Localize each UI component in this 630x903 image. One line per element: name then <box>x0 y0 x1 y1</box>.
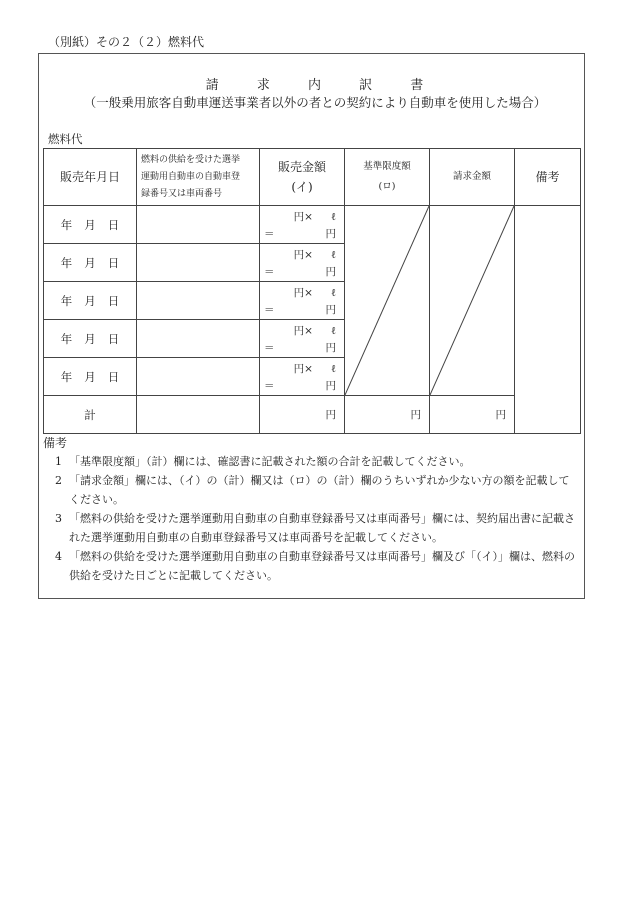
note-item <box>55 547 580 585</box>
vehicle-number-cell[interactable] <box>137 358 260 396</box>
note-number: 3 <box>55 512 62 525</box>
notes-title: 備考 <box>43 436 68 450</box>
note-item <box>55 471 580 509</box>
amount-formula <box>294 285 336 300</box>
title-char: 訳 <box>359 78 374 93</box>
sales-date-cell[interactable] <box>44 282 137 320</box>
month-label: 月 <box>84 331 96 346</box>
note-text: 「請求金額」欄には、（イ）の（計）欄又は（ロ）の（計）欄のうちいずれか少ない方の額を記載してください。 <box>69 474 570 506</box>
equals-label: ＝ <box>264 228 275 240</box>
yen-times-label: 円× <box>293 249 313 261</box>
sales-date-cell[interactable] <box>44 358 137 396</box>
note-number: 4 <box>55 550 62 563</box>
header-claim-amount: 請求金額 <box>430 149 515 206</box>
year-label: 年 <box>60 369 73 384</box>
title-char: 求 <box>256 78 271 93</box>
year-label: 年 <box>60 293 73 308</box>
vehicle-number-cell[interactable] <box>137 320 260 358</box>
diagonal-slash <box>345 206 429 395</box>
equals-label: ＝ <box>264 380 275 392</box>
liter-label: ℓ <box>330 363 336 375</box>
note-text: 「燃料の供給を受けた選挙運動用自動車の自動車登録番号又は車両番号」欄には、契約届出書に記載された選挙運動用自動車の自動車登録番号又は車両番号を記載してください。 <box>69 512 575 544</box>
yen-times-label: 円× <box>293 211 313 223</box>
section-label: 燃料代 <box>48 132 83 146</box>
amount-formula <box>294 323 336 338</box>
day-label: 日 <box>107 255 120 270</box>
yen-label: 円 <box>325 342 336 354</box>
diagonal-slash <box>430 206 514 395</box>
month-label: 月 <box>84 293 96 308</box>
day-label: 日 <box>107 369 120 384</box>
month-label: 月 <box>84 255 96 270</box>
header-limit-amount <box>345 149 430 206</box>
liter-label: ℓ <box>330 249 336 261</box>
yen-label: 円 <box>325 266 336 278</box>
document-header-note: （別紙）その２（２）燃料代 <box>48 35 205 49</box>
month-label: 月 <box>84 369 96 384</box>
sales-date-cell[interactable] <box>44 244 137 282</box>
header-sales-amount-sub: (イ) <box>291 180 313 194</box>
header-vehicle-line: 燃料の供給を受けた選挙 <box>141 154 241 165</box>
vehicle-number-cell[interactable] <box>137 282 260 320</box>
day-label: 日 <box>107 217 120 232</box>
sales-date-cell[interactable] <box>44 206 137 244</box>
note-number: 2 <box>55 474 62 487</box>
header-vehicle-line: 録番号又は車両番号 <box>141 188 223 199</box>
notes-list <box>55 452 580 585</box>
sales-amount-cell[interactable] <box>260 206 345 244</box>
year-label: 年 <box>60 217 73 232</box>
liter-label: ℓ <box>330 287 336 299</box>
equals-label: ＝ <box>264 342 275 354</box>
header-vehicle-number <box>137 149 260 206</box>
header-sales-amount <box>260 149 345 206</box>
table-row <box>44 206 581 244</box>
liter-label: ℓ <box>330 211 336 223</box>
title-char: 請 <box>205 78 220 93</box>
total-claim-amount-cell[interactable]: 円 <box>430 396 515 434</box>
total-sales-amount-cell[interactable]: 円 <box>260 396 345 434</box>
yen-label: 円 <box>325 228 336 240</box>
title-char: 内 <box>307 78 322 93</box>
sales-amount-cell[interactable] <box>260 244 345 282</box>
vehicle-number-cell[interactable] <box>137 244 260 282</box>
note-item <box>55 509 580 547</box>
yen-times-label: 円× <box>293 363 313 375</box>
yen-times-label: 円× <box>293 287 313 299</box>
claim-amount-slashed-cell <box>430 206 515 396</box>
claim-table <box>43 148 581 434</box>
year-label: 年 <box>60 331 73 346</box>
year-label: 年 <box>60 255 73 270</box>
amount-formula <box>294 361 336 376</box>
form-subtitle: （一般乗用旅客自動車運送事業者以外の者との契約により自動車を使用した場合） <box>83 95 547 110</box>
yen-times-label: 円× <box>293 325 313 337</box>
amount-formula <box>294 247 336 262</box>
table-header-row <box>44 149 581 206</box>
form-title <box>0 74 630 93</box>
equals-label: ＝ <box>264 266 275 278</box>
header-sales-amount-label: 販売金額 <box>277 160 326 174</box>
yen-label: 円 <box>325 304 336 316</box>
total-limit-amount-cell[interactable]: 円 <box>345 396 430 434</box>
title-char: 書 <box>410 78 425 93</box>
sales-date-cell[interactable] <box>44 320 137 358</box>
sales-amount-cell[interactable] <box>260 282 345 320</box>
note-number: 1 <box>55 455 62 468</box>
note-text: 「燃料の供給を受けた選挙運動用自動車の自動車登録番号又は車両番号」欄及び「（イ）」欄は、燃料の供給を受けた日ごとに記載してください。 <box>69 550 575 582</box>
sales-amount-cell[interactable] <box>260 358 345 396</box>
note-text: 「基準限度額」（計）欄には、確認書に記載された額の合計を記載してください。 <box>69 455 471 468</box>
note-item <box>55 452 580 471</box>
remarks-cell[interactable] <box>515 206 581 434</box>
day-label: 日 <box>107 331 120 346</box>
sales-amount-cell[interactable] <box>260 320 345 358</box>
header-limit-amount-label: 基準限度額 <box>363 161 411 172</box>
total-label: 計 <box>44 396 137 434</box>
header-vehicle-line: 運動用自動車の自動車登 <box>141 171 241 182</box>
total-row <box>44 396 581 434</box>
header-sales-date: 販売年月日 <box>44 149 137 206</box>
month-label: 月 <box>84 217 96 232</box>
yen-label: 円 <box>325 380 336 392</box>
vehicle-number-cell[interactable] <box>137 206 260 244</box>
day-label: 日 <box>107 293 120 308</box>
amount-formula <box>294 209 336 224</box>
header-remarks: 備考 <box>515 149 581 206</box>
header-limit-amount-sub: (ロ) <box>378 181 396 192</box>
total-vehicle-cell <box>137 396 260 434</box>
equals-label: ＝ <box>264 304 275 316</box>
liter-label: ℓ <box>330 325 336 337</box>
limit-amount-slashed-cell <box>345 206 430 396</box>
